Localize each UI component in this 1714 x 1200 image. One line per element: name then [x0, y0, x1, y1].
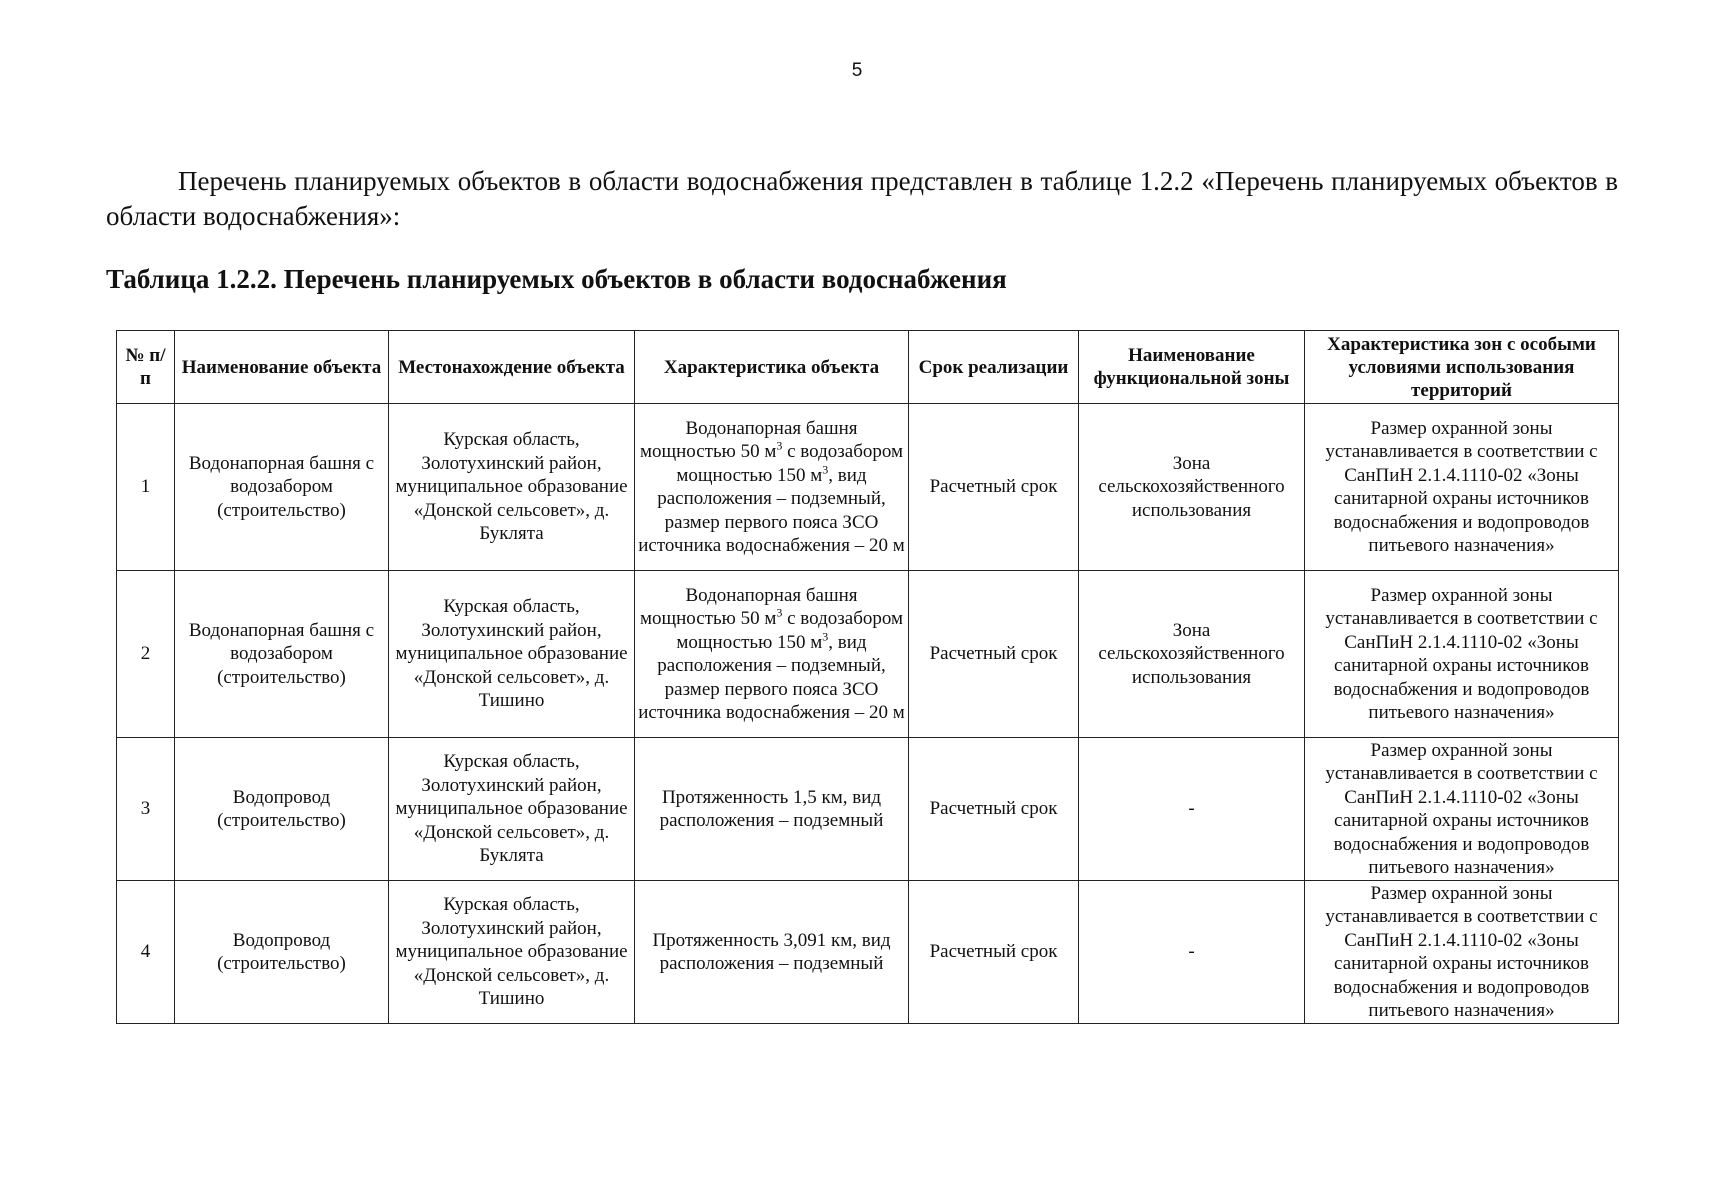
cell-characteristic: [635, 571, 909, 738]
cell-num: 4: [117, 881, 175, 1024]
cell-special-zones: Размер охранной зоны устанавливается в соответствии с СанПиН 2.1.4.1110-02 «Зоны санитарной охраны источников водоснабжения и водопроводов питьевого назначения»: [1305, 738, 1619, 881]
char-text-b: с водозабором мощностью 150 м: [676, 441, 904, 486]
cell-name: Водопровод (строительство): [175, 738, 389, 881]
cell-name: Водонапорная башня с водозабором (строительство): [175, 571, 389, 738]
cell-term: Расчетный срок: [909, 881, 1079, 1024]
cell-special-zones: Размер охранной зоны устанавливается в соответствии с СанПиН 2.1.4.1110-02 «Зоны санитарной охраны источников водоснабжения и водопроводов питьевого назначения»: [1305, 571, 1619, 738]
cell-zone: -: [1079, 738, 1305, 881]
header-num: № п/п: [117, 331, 175, 404]
header-term: Срок реализации: [909, 331, 1079, 404]
cell-location: Курская область, Золотухинский район, муниципальное образование «Донской сельсовет», д. Тишино: [389, 571, 635, 738]
cell-num: 1: [117, 404, 175, 571]
cell-term: Расчетный срок: [909, 571, 1079, 738]
table-row: [117, 738, 1619, 881]
cell-characteristic: Протяженность 1,5 км, вид расположения – подземный: [635, 738, 909, 881]
cell-zone: Зона сельскохозяйственного использования: [1079, 404, 1305, 571]
char-text-b: с водозабором мощностью 150 м: [676, 608, 904, 653]
header-name: Наименование объекта: [175, 331, 389, 404]
header-characteristic: Характеристика объекта: [635, 331, 909, 404]
char-sup: 3: [776, 438, 783, 453]
table-header-row: [117, 331, 1619, 404]
cell-name: Водонапорная башня с водозабором (строительство): [175, 404, 389, 571]
planned-objects-table: [116, 330, 1619, 1024]
cell-location: Курская область, Золотухинский район, муниципальное образование «Донской сельсовет», д. Тишино: [389, 881, 635, 1024]
header-location: Местонахождение объекта: [389, 331, 635, 404]
cell-zone: Зона сельскохозяйственного использования: [1079, 571, 1305, 738]
cell-zone: -: [1079, 881, 1305, 1024]
table-title: Таблица 1.2.2. Перечень планируемых объектов в области водоснабжения: [106, 264, 1007, 294]
cell-characteristic: [635, 404, 909, 571]
table-row: [117, 404, 1619, 571]
char-text-a: Водонапорная башня мощностью 50 м: [639, 584, 858, 629]
table-row: [117, 571, 1619, 738]
cell-special-zones: Размер охранной зоны устанавливается в соответствии с СанПиН 2.1.4.1110-02 «Зоны санитарной охраны источников водоснабжения и водопроводов питьевого назначения»: [1305, 881, 1619, 1024]
header-special-zones: Характеристика зон с особыми условиями использования территорий: [1305, 331, 1619, 404]
intro-paragraph: Перечень планируемых объектов в области водоснабжения представлен в таблице 1.2.2 «Перечень планируемых объектов в области водоснабжения»:: [106, 166, 1618, 231]
char-sup: 3: [776, 605, 783, 620]
cell-term: Расчетный срок: [909, 738, 1079, 881]
table-row: [117, 881, 1619, 1024]
cell-num: 2: [117, 571, 175, 738]
char-text-c: , вид расположения – подземный, размер первого пояса ЗСО источника водоснабжения – 20 м: [638, 631, 905, 723]
char-text-c: , вид расположения – подземный, размер первого пояса ЗСО источника водоснабжения – 20 м: [638, 464, 905, 556]
char-sup: 3: [822, 629, 829, 644]
char-text-a: Водонапорная башня мощностью 50 м: [639, 417, 858, 462]
header-zone: Наименование функциональной зоны: [1079, 331, 1305, 404]
cell-term: Расчетный срок: [909, 404, 1079, 571]
cell-name: Водопровод (строительство): [175, 881, 389, 1024]
cell-location: Курская область, Золотухинский район, муниципальное образование «Донской сельсовет», д. Буклята: [389, 738, 635, 881]
cell-num: 3: [117, 738, 175, 881]
cell-special-zones: Размер охранной зоны устанавливается в соответствии с СанПиН 2.1.4.1110-02 «Зоны санитарной охраны источников водоснабжения и водопроводов питьевого назначения»: [1305, 404, 1619, 571]
page-number: 5: [851, 60, 863, 81]
char-sup: 3: [822, 462, 829, 477]
cell-characteristic: Протяженность 3,091 км, вид расположения – подземный: [635, 881, 909, 1024]
cell-location: Курская область, Золотухинский район, муниципальное образование «Донской сельсовет», д. Буклята: [389, 404, 635, 571]
